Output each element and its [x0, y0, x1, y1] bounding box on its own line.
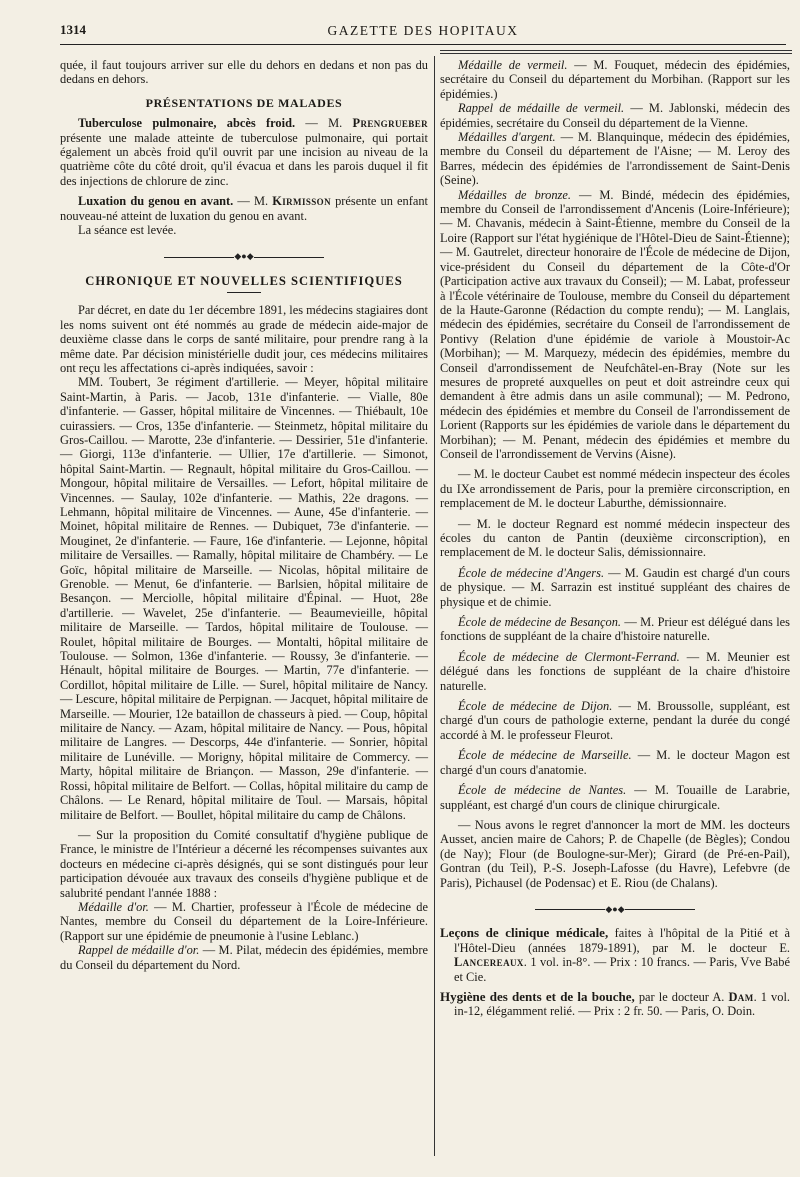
bronze-label: Médailles de bronze. [458, 187, 571, 202]
luxation-paragraph [60, 194, 428, 223]
journal-title: GAZETTE DES HOPITAUX [327, 23, 519, 38]
rappel-or-text: — M. Pilat, médecin des épidémies, membre du Conseil du département du Nord. [60, 943, 428, 972]
marseille-paragraph [440, 748, 790, 777]
book2-tail: . 1 vol. in-12, élégamment relié. — Prix : 2 fr. 50. — Paris, O. Doin. [454, 989, 790, 1019]
book1-text: faites à l'hôpital de la Pitié et à l'Hôtel-Dieu (années 1879-1891), par M. le docteur E. [454, 926, 790, 955]
names-paragraph: MM. Toubert, 3e régiment d'artillerie. — Meyer, hôpital militaire Saint-Martin, à Paris. — Jacob, 131e d'infanterie. — Vialle, 80e d'infanterie. — Gasser, hôpital militaire de Vincennes. — Thiébault, 10e cuirassiers. — Cros, 135e d'infanterie. — Steinmetz, hôpital militaire du Gros-Caillou. — Marotte, 23e d'infanterie. — Dessirier, 51e d'infanterie. — Giorgi, 113e d'infanterie. — Ullier, 17e d'artillerie. — Simonot, hôpital Saint-Martin. — Regnault, hôpital militaire du Gros-Caillou. — Mongour, hôpital militaire de Versailles. — Lefort, hôpital militaire de Vincennes. — Saulay, 102e d'infanterie. — Mathis, 22e dragons. — Lehmann, hôpital militaire de Vincennes. — Aune, 45e d'infanterie. — Moinet, hôpital militaire de Rennes. — Dubiquet, 73e d'infanterie. — Mouginet, 2e d'infanterie. — Faure, 16e d'infanterie. — Lejonne, hôpital militaire de Versailles. — Ramally, hôpital militaire de Chambéry. — Le Goïc, hôpital militaire de Marseille. — Nicolas, hôpital militaire de Grenoble. — Menut, 6e d'infanterie. — Barlsien, hôpital militaire de Besançon. — Merciolle, hôpital militaire d'Épinal. — Huot, 28e d'artillerie. — Wavelet, 25e d'infanterie. — Beaumevieille, hôpital militaire de Marseille. — Tardos, hôpital militaire de Toulouse. — Roulet, hôpital militaire de Bourges. — Montalti, hôpital militaire de Toulouse. — Solmon, 136e d'infanterie. — Roussy, 3e d'infanterie. — Hénault, hôpital militaire de Bourges. — Martin, 77e d'infanterie. — Cordillot, hôpital militaire de Lille. — Surel, hôpital militaire de Nancy. — Lescure, hôpital militaire de Perpignan. — Jacquet, hôpital militaire de Marseille. — Mourier, 12e bataillon de chasseurs à pied. — Coup, hôpital militaire de Nancy. — Azam, hôpital militaire de Nancy. — Pous, hôpital militaire de Langres. — Descorps, 44e d'infanterie. — Sonrier, hôpital militaire de Lunéville. — Morigny, hôpital militaire de Commercy. — Marty, hôpital militaire de Briançon. — Masson, 29e d'infanterie. — Rossi, hôpital militaire de Belfort. — Collas, hôpital militaire du camp de Châlons. — Le Renard, hôpital militaire de Toul. — Marsais, hôpital militaire de Belfort. — Boullet, hôpital militaire du camp de Châlons. [60, 375, 428, 822]
rappel-or-paragraph [60, 943, 428, 972]
book2-text: par le docteur A. [634, 989, 729, 1004]
bronze-text: — M. Bindé, médecin des épidémies, membre du Conseil de l'arrondissement d'Ancenis (Loire-Inférieure); — M. Chavanis, médecin à Saint-Étienne, membre du Conseil de la Loire (Rapport sur l'état hygiénique de l'Hôtel-Dieu de Saint-Étienne); — M. Gautrelet, directeur honoraire de l'École de médecine de Dijon, vice-président du Conseil du département de la Côte-d'Or (Participation active aux travaux du Conseil); — M. Labat, professeur à l'École vétérinaire de Toulouse, membre du Conseil du département de la Haute-Garonne (Rédaction du compte rendu); — M. Langlais, médecin des épidémies, secrétaire du Conseil de l'arrondissement de Pontivy (Relation d'une épidémie de variole à Moustoir-Ac (Morbihan); — M. Marquezy, médecin des épidémies, membre du Conseil d'arrondissement de Neufchâtel-en-Bray (Note sur les mesures de propreté auxquelles on peut et doit astreindre ceux qui demandent à être admis dans un asile communal); — M. Pedrono, médecin des épidémies et membre du Conseil de l'arrondissement de Lorient (Rapports sur les épidémies de variole dans le département du Morbihan); — M. Penant, médecin des épidémies et membre du Conseil de l'arrondissement de Vervins (Aisne). [440, 187, 790, 461]
tuberculose-text: présente une malade atteinte de tuberculose pulmonaire, qui portait également un abcès froid qu'il ouvrit par une incision au niveau de la quatrième côte du côté droit, qu'il évacua et dans les parois duquel il fit des injections de chlorure de zinc. [60, 130, 428, 188]
tuberculose-paragraph [60, 116, 428, 188]
bronze-paragraph [440, 188, 790, 462]
clermont-label: École de médecine de Clermont-Ferrand. [458, 649, 680, 664]
presentations-heading: PRÉSENTATIONS DE MALADES [145, 95, 343, 110]
nantes-paragraph [440, 783, 790, 812]
rappel-or-label: Rappel de médaille d'or. [78, 943, 200, 958]
dijon-text: — M. Broussolle, suppléant, est chargé d'un cours de pathologie externe, pendant la durée du congé accordé à M. le professeur Fleurot. [440, 699, 790, 742]
rappel-vermeil-paragraph [440, 101, 790, 130]
luxation-text: présente un enfant nouveau-né atteint de luxation du genou en avant. [60, 194, 428, 223]
tuberculose-author: Prengrueber [352, 116, 428, 131]
besancon-label: École de médecine de Besançon. [458, 615, 622, 630]
argent-text: — M. Blanquinque, médecin des épidémies, membre du Conseil du département de l'Aisne; — M. Leroy des Barres, médecin des épidémies de l'arrondissement de Saint-Denis (Seine). [440, 130, 791, 188]
vermeil-text: — M. Fouquet, médecin des épidémies, secrétaire du Conseil du département du Morbihan. (Rapport sur les épidémies.) [440, 58, 790, 101]
book2-author: Dam [728, 989, 754, 1004]
decret-paragraph: Par décret, en date du 1er décembre 1891, les médecins stagiaires dont les noms suivent ont été nommés au grade de médecin aide-major de deuxième classe dans le corps de santé militaire, pour prendre rang à la même date. Par décision ministérielle dudit jour, ces médecins militaires ont reçu les affectations ci-après indiquées, savoir : [60, 303, 428, 375]
besancon-paragraph [440, 615, 790, 644]
argent-label: Médailles d'argent. [458, 130, 556, 145]
regnard-paragraph: — M. le docteur Regnard est nommé médecin inspecteur des écoles du canton de Pantin (deuxième circonscription), en remplacement de M. le docteur Salis, démissionnaire. [440, 516, 790, 560]
angers-text: — M. Gaudin est chargé d'un cours de physique. — M. Sarrazin est institué suppléant des chaires de physique et de chimie. [440, 565, 790, 609]
clermont-text: — M. Meunier est délégué dans les fonctions de suppléant de la chaire d'histoire naturelle. [440, 649, 790, 693]
dijon-label: École de médecine de Dijon. [458, 699, 613, 714]
short-rule [227, 292, 261, 293]
rappel-vermeil-label: Rappel de médaille de vermeil. [458, 101, 625, 116]
angers-label: École de médecine d'Angers. [458, 565, 605, 580]
book1-author: Lancereaux [454, 955, 524, 970]
caubet-paragraph: — M. le docteur Caubet est nommé médecin inspecteur des écoles du IXe arrondissement de Paris, pour la première circonscription, en remplacement de M. le docteur Laburthe, démissionnaire. [440, 467, 790, 511]
nantes-text: — M. Touaille de Larabrie, suppléant, est chargé d'un cours de clinique chirurgicale. [440, 783, 790, 812]
deces-paragraph: — Nous avons le regret d'annoncer la mort de MM. les docteurs Ausset, ancien maire de Cahors; P. de Chapelle (de Bègles); Condou (de Nay); Flour (de Boulogne-sur-Mer); Girard (de Pré-en-Pail), Gontran (du Teil), P.-S. Joseph-Lafosse (du Havre), Lefebvre (de Paris), Pichausel (de Podensac) et E. Riou (de Chalans). [440, 817, 790, 890]
book-listing-lancereaux [440, 926, 790, 984]
right-column [440, 58, 790, 1019]
dijon-paragraph [440, 699, 790, 742]
marseille-text: — M. le docteur Magon est chargé d'un cours d'anatomie. [440, 748, 790, 777]
left-column [60, 58, 428, 972]
luxation-author: Kirmisson [272, 194, 331, 209]
medaille-or-paragraph [60, 900, 428, 943]
ornament-divider: ◆●◆ [440, 902, 790, 916]
running-head [60, 18, 786, 45]
medaille-or-label: Médaille d'or. [78, 899, 149, 914]
medaille-or-text: — M. Chartier, professeur à l'École de médecine de Nantes, membre du Conseil du département de la Loire-Inférieure. (Rapport sur une épidémie de pneumonie à l'usine Leblanc.) [60, 899, 428, 943]
book1-title: Leçons de clinique médicale, [440, 925, 609, 941]
comite-paragraph: — Sur la proposition du Comité consultatif d'hygiène publique de France, le ministre de l'Intérieur a décerné les récompenses suivantes aux docteurs en médecine ci-après désignés, qui se sont distingués pour leur participation dévouée aux travaux des conseils d'hygiène publique et de salubrité pendant l'année 1888 : [60, 827, 428, 900]
tuberculose-lead: Tuberculose pulmonaire, abcès froid. [78, 116, 296, 131]
besancon-text: — M. Prieur est délégué dans les fonctions de suppléant de la chaire d'histoire naturelle. [440, 615, 790, 644]
rappel-vermeil-text: — M. Jablonski, médecin des épidémies, secrétaire du Conseil du département de la Vienne. [440, 101, 790, 130]
chronique-heading: CHRONIQUE ET NOUVELLES SCIENTIFIQUES [85, 273, 403, 288]
seance-line: La séance est levée. [78, 223, 177, 238]
column-divider [434, 56, 435, 1156]
page-number: 1314 [60, 22, 86, 37]
book-listing-dam [440, 990, 790, 1019]
nantes-label: École de médecine de Nantes. [458, 783, 627, 798]
marseille-label: École de médecine de Marseille. [458, 748, 632, 763]
argent-paragraph [440, 130, 790, 188]
angers-paragraph [440, 566, 790, 609]
ornament-divider: ◆●◆ [60, 249, 428, 263]
vermeil-paragraph [440, 58, 790, 101]
book1-tail: . 1 vol. in-8°. — Prix : 10 francs. — Paris, Vve Babé et Cie. [454, 955, 790, 984]
intro-paragraph: quée, il faut toujours arriver sur elle du dehors en dedans et non pas du dedans en dehors. [60, 58, 428, 87]
vermeil-label: Médaille de vermeil. [458, 58, 568, 72]
clermont-paragraph [440, 650, 790, 693]
luxation-lead: Luxation du genou en avant. [78, 194, 234, 209]
separator: — M. [233, 194, 273, 209]
separator: — M. [295, 116, 353, 131]
double-rule [440, 50, 792, 56]
book2-title: Hygiène des dents et de la bouche, [440, 988, 635, 1004]
